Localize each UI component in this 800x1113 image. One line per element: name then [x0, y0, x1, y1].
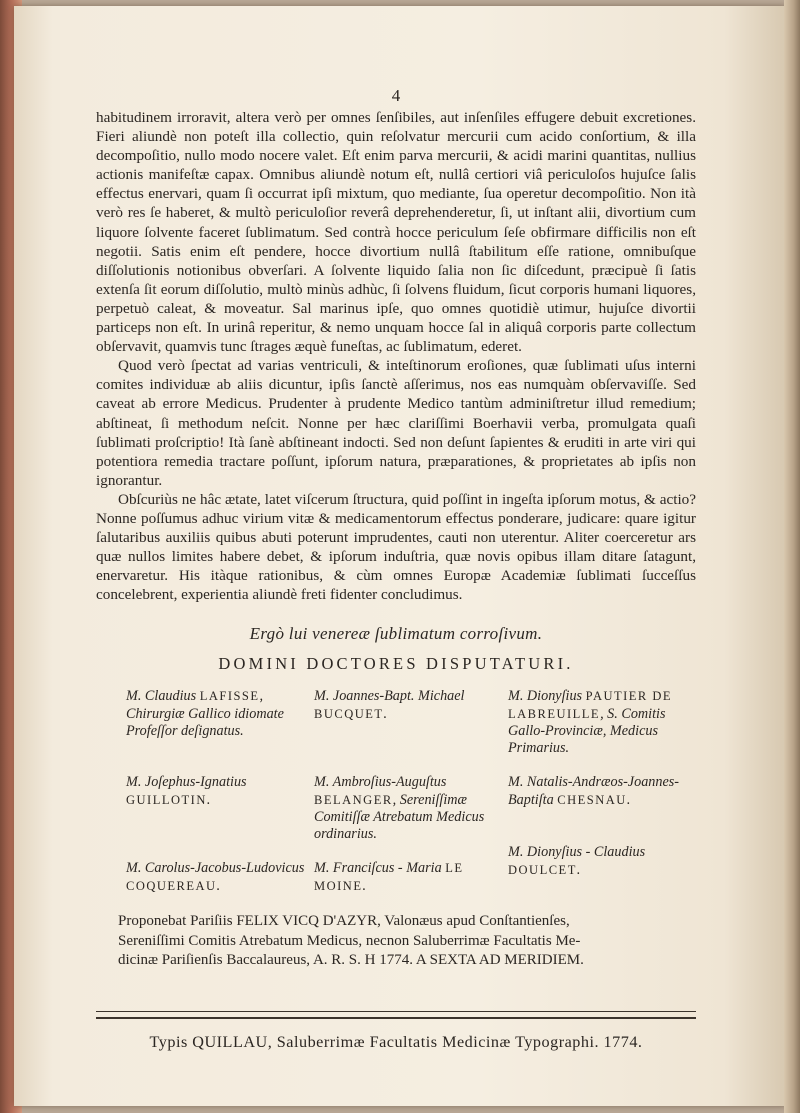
- doctor-surname: GUILLOTIN: [126, 792, 207, 807]
- doctor-surname: COQUEREAU: [126, 878, 217, 893]
- doctor-title: .: [576, 861, 581, 878]
- doctor-name: M. Joannes-Bapt. Michael: [314, 688, 465, 705]
- doctor-surname: BUCQUET: [314, 706, 384, 721]
- doctor-surname: LE MOINE: [314, 861, 464, 893]
- doctor-entry: [314, 860, 504, 894]
- doctor-surname: LAFISSE: [199, 689, 260, 704]
- page-content: [96, 86, 696, 1052]
- doctor-entry: [314, 774, 504, 843]
- paragraph-1: habitudinem irroravit, altera verò per omnes ſenſibiles, aut inſenſiles effugere debuit excretiones. Fieri aliundè non poteſt illa collectio, quin reſolvatur mercurii cum acido conſortium, & illa decompoſitio, nullo modo nocere valet. Eſt enim parva mercurii, & acidi marini quantitas, nullius actionis manifeſtæ capax. Omnibus aliundè notum eſt, nullâ certiori viâ periculoſos hujuſce ſalis effectus enervari, quam ſi occurrat ipſi mixtum, quo mediante, ſua operetur decompoſitio. Non ità verò res ſe haberet, & multò periculoſior reverâ deprehenderetur, ſi, ut inſtant alii, divortium cum liquore ſolvente faceret ſublimatum. Sed contrà hocce periculum ſeſe obfirmare difficilis non eſt negotii. Satis enim eſt pendere, hocce divortium nullâ ſtabilitum eſſe ratione, omnibuſque diſſolutionis notionibus obverſari. A ſolvente liquido ſalia non ſic diſcedunt, præcipuè ſi ſatis extenſa ſit eorum diſſolutio, multò minùs adhùc, ſi ſolvens fluidum, ſicut corporis humani liquores, perpetuò caleat, & moveatur. Sal marinus ipſe, quo omnes quotidiè utimur, hujuſce divortii particeps non eſt. In urinâ reperitur, & nemo unquam hocce ſal in aliquâ corporis parte collectum obſervavit, quamvis tunc ſtrages æquè funeſtas, ac ſublimatum, ederet.: [96, 109, 696, 356]
- doctor-entry: [508, 844, 698, 878]
- doctors-heading: DOMINI DOCTORES DISPUTATURI.: [218, 654, 574, 674]
- doctor-name: M. Natalis-Andræos-Joannes-Baptiſta: [508, 774, 680, 808]
- doctor-name: M. Joſephus-Ignatius: [126, 774, 247, 791]
- doctor-name: M. Franciſcus - Maria: [314, 860, 446, 877]
- proposal-line-2: Sereniſſimi Comitis Atrebatum Medicus, necnon Saluberrimæ Facultatis Me-: [118, 932, 581, 949]
- proposal-block: [96, 912, 696, 971]
- doctor-title: , Sereniſſimæ Comitiſſæ Atrebatum Medicus ordinarius.: [314, 791, 485, 843]
- paragraph-3: Obſcuriùs ne hâc ætate, latet viſcerum ſtructura, quid poſſint in ingeſta ipſorum motus, & actio? Nonne poſſumus adhuc virium vitæ & medicamentorum effectus ponderare, judicare: quare igitur ſalutaribus auxiliis quibus abuti poterunt imprudentes, cauti non uterentur. Aliter coerceretur ars quæ nullos limites habere debet, & ipſorum induſtria, quæ novis opibus illam ditare ſatagunt, enervaretur. His itàque rationibus, & cùm omnes Europæ Academiæ ſublimati ſucceſſus concelebrent, experientia aliundè freti fidenter concludimus.: [96, 490, 696, 604]
- doctor-surname: DOULCET: [508, 862, 577, 877]
- page-edge: [784, 0, 800, 1113]
- paragraph-2: Quod verò ſpectat ad varias ventriculi, & inteſtinorum eroſiones, quæ ſublimati uſus interni comites individuæ ab aliis dicuntur, ipſis ſanctè aſſerimus, nos eas numquàm obſervaviſſe. Sed caveat ab errore Medicus. Prudenter à prudente Medico tantùm adminiſtretur illud remedium; abſtineat, ſi methodum neſcit. Nonne per hæc clariſſimi Boerhavii verba, promulgata quaſi ſublimati proſcriptio! Ità ſanè abſtineant indocti. Sed non deſunt ſapientes & eruditi in arte viri qui potentiora remedia tractare poſſunt, ipſorum natura, præparationes, & proprietates ab ipſis non ignorantur.: [96, 357, 696, 489]
- doctor-title: .: [216, 877, 221, 894]
- doctor-entry: [508, 774, 698, 808]
- doctor-entry: [314, 688, 504, 722]
- conclusion-line: Ergò lui venereæ ſublimatum corroſivum.: [249, 624, 543, 644]
- doctor-entry: [126, 774, 316, 808]
- doctor-entry: [126, 688, 316, 740]
- doctors-list: [96, 688, 696, 904]
- doctor-surname: CHESNAU: [557, 792, 627, 807]
- doctor-entry: [126, 860, 316, 894]
- doctor-title: .: [626, 791, 631, 808]
- proposal-line-1: Proponebat Pariſiis FELIX VICQ D'AZYR, Valonæus apud Conſtantienſes,: [118, 913, 570, 930]
- proposal-line-3: dicinæ Pariſienſis Baccalaureus, A. R. S. H 1774. A SEXTA AD MERIDIEM.: [118, 952, 584, 969]
- doctor-surname: PAUTIER DE LABREUILLE: [508, 689, 673, 721]
- doctor-surname: BELANGER: [314, 792, 393, 807]
- doctor-title: , S. Comitis Gallo-Provinciæ, Medicus Primarius.: [508, 705, 666, 757]
- doctor-name: M. Dionyſius - Claudius: [508, 844, 646, 861]
- page-number: 4: [391, 86, 401, 105]
- ornamental-rule: [96, 1011, 696, 1019]
- doctor-title: .: [206, 791, 211, 808]
- doctor-title: .: [383, 705, 388, 722]
- doctor-name: M. Dionyſius: [508, 688, 586, 705]
- printer-line: Typis QUILLAU, Saluberrimæ Facultatis Medicinæ Typographi. 1774.: [149, 1032, 643, 1051]
- doctor-name: M. Claudius: [126, 688, 200, 705]
- doctor-title: , Chirurgiæ Gallico idiomate Profeſſor deſignatus.: [126, 688, 284, 739]
- doctor-title: .: [362, 877, 367, 894]
- doctor-entry: [508, 688, 698, 757]
- doctor-name: M. Ambroſius-Auguſtus: [314, 774, 447, 791]
- doctor-name: M. Carolus-Jacobus-Ludovicus: [126, 860, 305, 877]
